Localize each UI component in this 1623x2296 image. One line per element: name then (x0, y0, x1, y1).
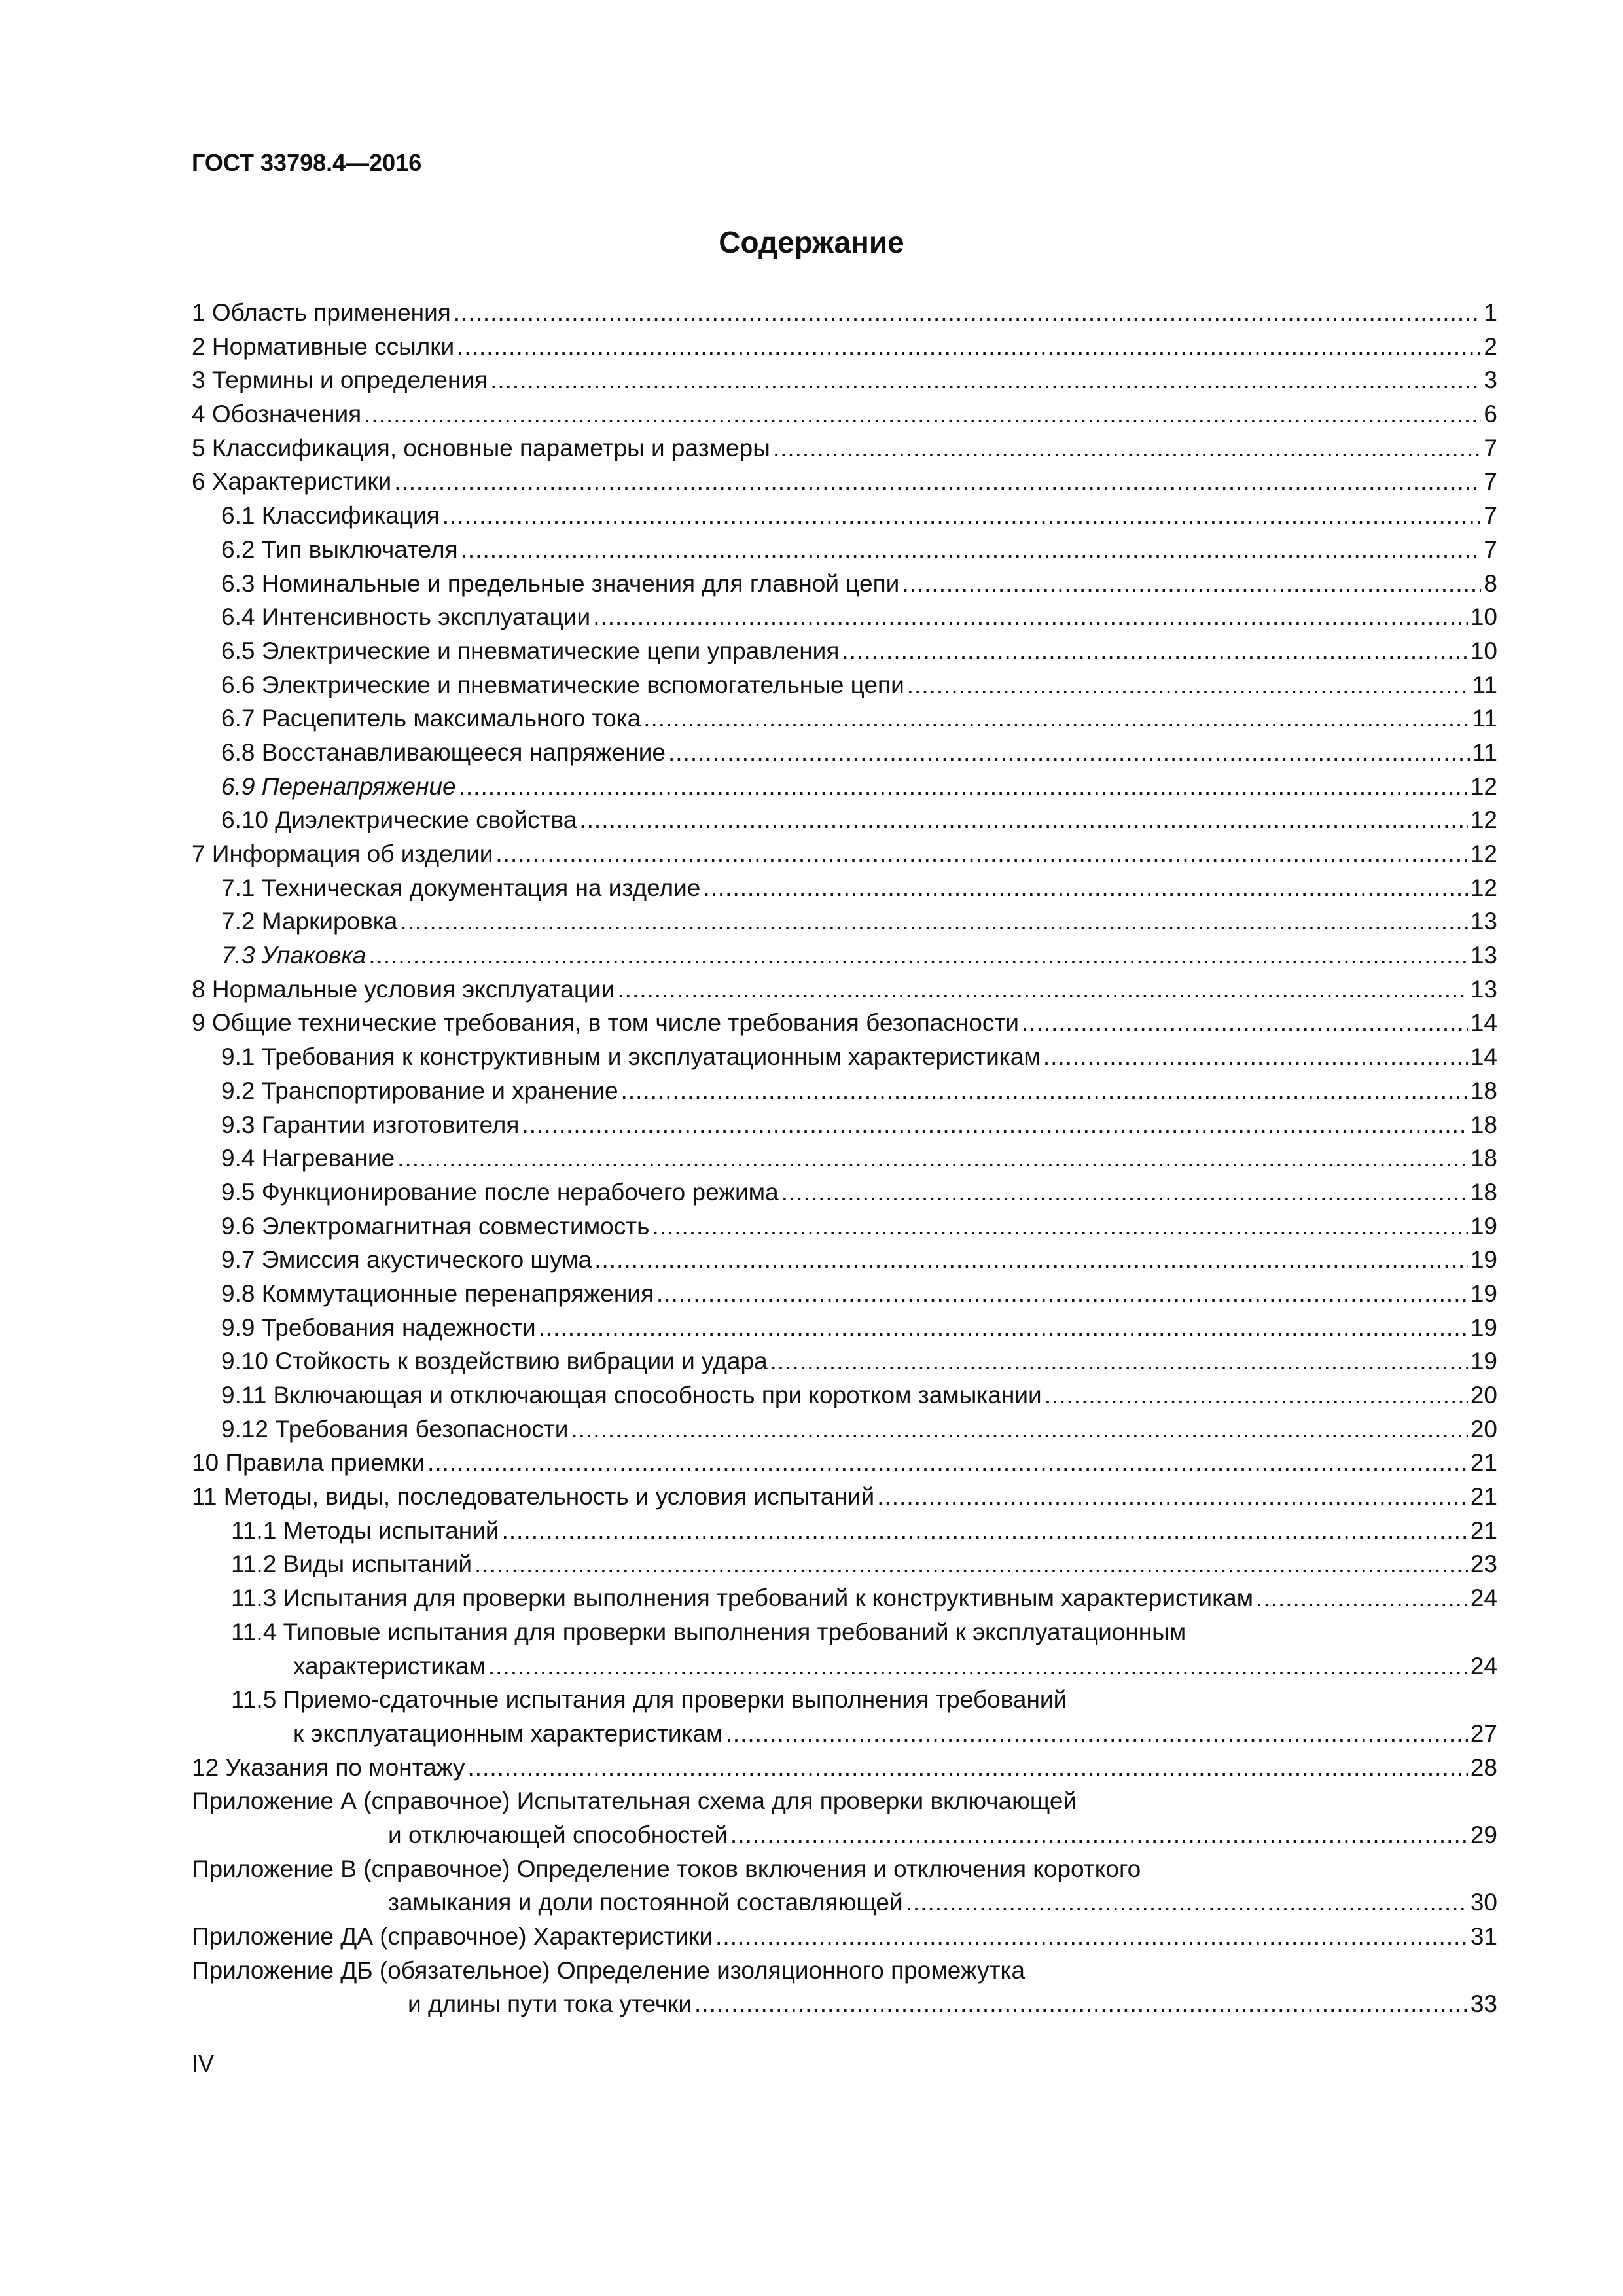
toc-entry-title: 11 Методы, виды, последовательность и условия испытаний (192, 1483, 875, 1511)
toc-entry[interactable] (192, 330, 1497, 364)
toc-entry-title: характеристикам (293, 1652, 486, 1679)
toc-entry-title: 11.5 Приемо-сдаточные испытания для проверки выполнения требований (231, 1686, 1067, 1713)
toc-page-number: 7 (1484, 468, 1497, 495)
toc-entry[interactable] (192, 1243, 1497, 1277)
dot-leader (906, 1886, 1468, 1920)
toc-entry[interactable] (192, 1615, 1497, 1649)
dot-leader (1043, 1040, 1468, 1074)
dot-leader (621, 1074, 1468, 1108)
dot-leader (594, 1243, 1468, 1277)
toc-entry-continuation[interactable] (192, 1818, 1497, 1852)
toc-page-number: 30 (1470, 1889, 1497, 1916)
toc-page-number: 11 (1472, 671, 1497, 698)
toc-page-number: 3 (1484, 367, 1497, 394)
dot-leader (1044, 1378, 1468, 1412)
toc-entry[interactable] (192, 1446, 1497, 1480)
toc-entry-title: замыкания и доли постоянной составляющей (388, 1889, 903, 1916)
toc-entry[interactable] (192, 1954, 1497, 1988)
toc-page-number: 13 (1470, 908, 1497, 935)
toc-entry-title: 9.4 Нагревание (221, 1145, 395, 1172)
dot-leader (457, 330, 1481, 364)
toc-page-number: 12 (1470, 874, 1497, 901)
toc-entry-title: 8 Нормальные условия эксплуатации (192, 975, 615, 1003)
toc-entry-title: и отключающей способностей (388, 1821, 728, 1848)
toc-entry-title: 4 Обозначения (192, 401, 362, 428)
toc-page-number: 27 (1470, 1719, 1497, 1747)
toc-page-number: 18 (1470, 1111, 1497, 1138)
toc-entry-continuation[interactable] (192, 1649, 1497, 1683)
toc-entry[interactable] (192, 1547, 1497, 1581)
dot-leader (730, 1818, 1468, 1852)
toc-entry[interactable] (192, 871, 1497, 905)
toc-entry[interactable] (192, 1378, 1497, 1412)
toc-page-number: 2 (1484, 332, 1497, 360)
toc-entry-title: 6.8 Восстанавливающееся напряжение (221, 738, 666, 766)
dot-leader (652, 1210, 1467, 1244)
toc-entry-title: 9.11 Включающая и отключающая способность при коротком замыкании (221, 1382, 1042, 1408)
toc-entry[interactable] (192, 397, 1497, 431)
toc-page-number: 29 (1470, 1821, 1497, 1848)
toc-page-number: 13 (1470, 942, 1497, 969)
toc-entry[interactable] (192, 363, 1497, 397)
toc-page-number: 19 (1470, 1314, 1497, 1341)
toc-page-number: 20 (1470, 1415, 1497, 1443)
toc-page-number: 12 (1470, 840, 1497, 867)
toc-page-number: 7 (1484, 502, 1497, 529)
toc-page-number: 21 (1470, 1516, 1497, 1544)
dot-leader (461, 533, 1482, 567)
toc-entry-title: 6.1 Классификация (221, 502, 440, 529)
toc-page-number: 13 (1470, 975, 1497, 1003)
toc-entry-title: 9.2 Транспортирование и хранение (221, 1077, 618, 1104)
toc-entry[interactable] (192, 1852, 1497, 1886)
toc-entry[interactable] (192, 465, 1497, 499)
toc-page-number: 10 (1470, 603, 1497, 631)
page-title: Содержание (719, 225, 904, 259)
toc-page-number: 19 (1470, 1212, 1497, 1240)
toc-page-number: 21 (1470, 1483, 1497, 1511)
toc-entry-title: 11.2 Виды испытаний (231, 1551, 473, 1578)
toc-entry[interactable] (192, 1920, 1497, 1954)
toc-entry[interactable] (192, 668, 1497, 702)
toc-entry[interactable] (192, 634, 1497, 668)
toc-entry[interactable] (192, 296, 1497, 330)
toc-entry[interactable] (192, 736, 1497, 770)
toc-entry-title: 10 Правила приемки (192, 1449, 425, 1477)
toc-entry[interactable] (192, 973, 1497, 1007)
dot-leader (579, 803, 1467, 837)
dot-leader (394, 465, 1481, 499)
toc-entry[interactable] (192, 1344, 1497, 1378)
toc-entry-title: Приложение В (справочное) Определение токов включения и отключения короткого (192, 1855, 1141, 1882)
toc-entry-title: к эксплуатационным характеристикам (293, 1719, 723, 1747)
toc-entry-title: 11.3 Испытания для проверки выполнения требований к конструктивным характеристикам (231, 1585, 1254, 1612)
dot-leader (468, 1751, 1468, 1785)
dot-leader (715, 1920, 1468, 1954)
toc-entry-title: 7 Информация об изделии (192, 840, 493, 867)
toc-entry-title: 6.3 Номинальные и предельные значения для главной цепи (221, 569, 900, 597)
toc-entry[interactable] (192, 837, 1497, 871)
dot-leader (703, 871, 1468, 905)
toc-entry-title: 7.1 Техническая документация на изделие (221, 874, 701, 901)
dot-leader (770, 1344, 1468, 1378)
dot-leader (593, 600, 1468, 634)
toc-entry-continuation[interactable] (192, 1717, 1497, 1751)
document-header: ГОСТ 33798.4—2016 (192, 149, 422, 176)
toc-page-number: 19 (1470, 1348, 1497, 1375)
toc-entry-title: 2 Нормативные ссылки (192, 332, 455, 360)
toc-page-number: 18 (1470, 1145, 1497, 1172)
toc-entry-title: 7.3 Упаковка (221, 942, 366, 969)
toc-entry-title: 6 Характеристики (192, 468, 392, 495)
toc-page-number: 33 (1470, 1990, 1497, 2018)
toc-entry-title: 3 Термины и определения (192, 367, 488, 394)
toc-entry-title: 6.6 Электрические и пневматические вспомогательные цепи (221, 671, 904, 698)
dot-leader (726, 1717, 1468, 1751)
dot-leader (474, 1547, 1468, 1581)
dot-leader (617, 973, 1467, 1007)
dot-leader (368, 939, 1468, 973)
toc-page-number: 21 (1470, 1449, 1497, 1477)
toc-entry[interactable] (192, 1784, 1497, 1818)
toc-entry[interactable] (192, 1006, 1497, 1040)
toc-entry[interactable] (192, 1040, 1497, 1074)
dot-leader (1022, 1006, 1468, 1040)
table-of-contents (192, 296, 1497, 2021)
toc-entry-title: 9.12 Требования безопасности (221, 1415, 569, 1443)
dot-leader (459, 770, 1468, 804)
toc-entry-title: 6.2 Тип выключателя (221, 535, 458, 563)
toc-entry[interactable] (192, 1141, 1497, 1175)
toc-page-number: 24 (1470, 1585, 1497, 1612)
dot-leader (902, 567, 1481, 601)
dot-leader (694, 1987, 1468, 2021)
toc-page-number: 12 (1470, 806, 1497, 834)
toc-page-number: 20 (1470, 1382, 1497, 1408)
toc-entry-title: 6.10 Диэлектрические свойства (221, 806, 577, 834)
toc-entry-title: 9 Общие технические требования, в том числе требования безопасности (192, 1009, 1019, 1037)
toc-entry-title: Приложение ДБ (обязательное) Определение изоляционного промежутка (192, 1956, 1026, 1984)
toc-entry-title: 6.5 Электрические и пневматические цепи управления (221, 637, 840, 664)
toc-entry[interactable] (192, 533, 1497, 567)
toc-entry[interactable] (192, 1277, 1497, 1311)
dot-leader (539, 1311, 1468, 1345)
dot-leader (877, 1480, 1468, 1514)
toc-entry[interactable] (192, 567, 1497, 601)
toc-page-number: 24 (1470, 1652, 1497, 1679)
toc-entry-title: 11.1 Методы испытаний (231, 1516, 499, 1544)
toc-entry-title: 6.4 Интенсивность эксплуатации (221, 603, 591, 631)
toc-page-number: 23 (1470, 1551, 1497, 1578)
toc-page-number: 11 (1472, 705, 1497, 732)
toc-entry-title: 9.8 Коммутационные перенапряжения (221, 1280, 654, 1307)
dot-leader (571, 1412, 1467, 1446)
dot-leader (1256, 1581, 1468, 1615)
toc-entry[interactable] (192, 1210, 1497, 1244)
dot-leader (397, 1141, 1468, 1175)
toc-entry[interactable] (192, 1514, 1497, 1548)
dot-leader (842, 634, 1467, 668)
toc-entry[interactable] (192, 1480, 1497, 1514)
toc-page-number: 1 (1484, 299, 1497, 326)
toc-page-number: 18 (1470, 1077, 1497, 1104)
toc-entry-title: 7.2 Маркировка (221, 908, 398, 935)
toc-entry-title: 9.3 Гарантии изготовителя (221, 1111, 520, 1138)
toc-entry[interactable] (192, 1074, 1497, 1108)
dot-leader (454, 296, 1482, 330)
dot-leader (656, 1277, 1468, 1311)
toc-page-number: 31 (1470, 1923, 1497, 1950)
toc-entry-title: и длины пути тока утечки (408, 1990, 692, 2018)
toc-entry[interactable] (192, 1412, 1497, 1446)
page-number: IV (192, 2050, 215, 2077)
toc-page-number: 19 (1470, 1280, 1497, 1307)
dot-leader (488, 1649, 1468, 1683)
toc-entry[interactable] (192, 803, 1497, 837)
dot-leader (773, 431, 1482, 465)
dot-leader (400, 905, 1467, 939)
toc-entry-title: 9.10 Стойкость к воздействию вибрации и удара (221, 1348, 768, 1375)
toc-entry[interactable] (192, 770, 1497, 804)
toc-entry-title: 5 Классификация, основные параметры и размеры (192, 434, 770, 461)
toc-entry[interactable] (192, 905, 1497, 939)
dot-leader (442, 499, 1482, 533)
dot-leader (907, 668, 1470, 702)
toc-entry[interactable] (192, 600, 1497, 634)
toc-entry[interactable] (192, 1751, 1497, 1785)
toc-entry[interactable] (192, 1311, 1497, 1345)
toc-entry[interactable] (192, 1108, 1497, 1142)
dot-leader (781, 1175, 1468, 1210)
toc-entry-title: 6.7 Расцепитель максимального тока (221, 705, 641, 732)
toc-entry-title: Приложение А (справочное) Испытательная схема для проверки включающей (192, 1787, 1077, 1815)
toc-page-number: 6 (1484, 401, 1497, 428)
dot-leader (502, 1514, 1468, 1548)
dot-leader (364, 397, 1481, 431)
toc-entry[interactable] (192, 1175, 1497, 1210)
toc-entry-title: 9.5 Функционирование после нерабочего режима (221, 1178, 779, 1206)
toc-page-number: 12 (1470, 772, 1497, 800)
toc-entry-title: 6.9 Перенапряжение (221, 772, 456, 800)
toc-entry-title: 9.7 Эмиссия акустического шума (221, 1246, 592, 1274)
toc-page-number: 10 (1470, 637, 1497, 664)
dot-leader (490, 363, 1481, 397)
toc-page-number: 8 (1484, 569, 1497, 597)
toc-entry-title: 9.1 Требования к конструктивным и эксплуатационным характеристикам (221, 1043, 1041, 1071)
toc-page-number: 14 (1470, 1009, 1497, 1037)
toc-entry[interactable] (192, 431, 1497, 465)
toc-entry-title: 9.6 Электромагнитная совместимость (221, 1212, 650, 1240)
dot-leader (522, 1108, 1467, 1142)
dot-leader (643, 702, 1469, 736)
toc-entry[interactable] (192, 499, 1497, 533)
toc-entry-title: 11.4 Типовые испытания для проверки выполнения требований к эксплуатационным (231, 1618, 1186, 1645)
dot-leader (668, 736, 1470, 770)
toc-entry[interactable] (192, 1581, 1497, 1615)
toc-entry-continuation[interactable] (192, 1886, 1497, 1920)
toc-entry-title: 1 Область применения (192, 299, 451, 326)
toc-entry-continuation[interactable] (192, 1987, 1497, 2021)
toc-page-number: 18 (1470, 1178, 1497, 1206)
toc-page-number: 28 (1470, 1753, 1497, 1781)
toc-page-number: 14 (1470, 1043, 1497, 1071)
dot-leader (495, 837, 1467, 871)
toc-entry-title: 9.9 Требования надежности (221, 1314, 536, 1341)
toc-page-number: 11 (1472, 738, 1497, 766)
toc-page-number: 7 (1484, 434, 1497, 461)
toc-page-number: 19 (1470, 1246, 1497, 1274)
toc-page-number: 7 (1484, 535, 1497, 563)
dot-leader (427, 1446, 1468, 1480)
toc-entry[interactable] (192, 1683, 1497, 1717)
toc-entry[interactable] (192, 939, 1497, 973)
toc-entry-title: Приложение ДА (справочное) Характеристики (192, 1923, 713, 1950)
toc-entry[interactable] (192, 702, 1497, 736)
toc-entry-title: 12 Указания по монтажу (192, 1753, 465, 1781)
